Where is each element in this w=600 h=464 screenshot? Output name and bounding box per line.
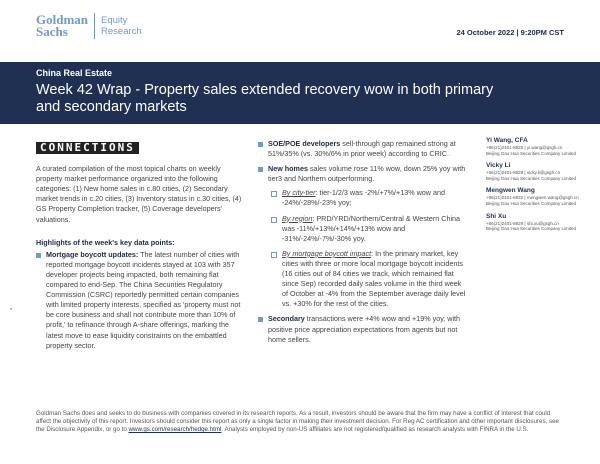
analyst-contact[interactable]: +86(21)2401-8932 | mengwen.wang@gsgh.cn [486, 195, 579, 201]
list-item [258, 139, 468, 159]
sub-key: By city-tier [282, 188, 316, 198]
header [0, 0, 600, 62]
bullet-text: The latest number of cities with reported mortgage boycott incidents stayed at 103 with 357 developer projects being impacted, both remaining flat compared to end-Sep. The China Securities Regulatory Commission (CSRC) reportedly permitted certain companies with limited property interests, specified as 'property must not be core business and shall not contribute more than 10% of profit,' to refinance through A-share offerings, marking the latest move to ease liquidity constraints on the embattled property sector. [46, 249, 241, 350]
disclaimer-text-end: . Analysts employed by non-US affiliates are not registered/qualified as research analysts with FINRA in the U.S. [221, 426, 529, 433]
sub-list [268, 188, 468, 309]
middle-list [258, 139, 468, 345]
left-column [36, 142, 246, 351]
analyst-card [486, 213, 586, 232]
bullet-text: sales volume rose 11% wow, down 25% yoy with tier3 and Northern outperforming. [268, 164, 466, 184]
highlights-title: Highlights of the week's key data points: [36, 237, 175, 247]
analyst-contact[interactable]: +86(21)2401-8929 | shi.xu@gsgh.cn [486, 220, 559, 226]
report-title: Week 42 Wrap - Property sales extended recovery wow in both primary and secondary markets [36, 82, 494, 115]
analyst-card [486, 137, 586, 156]
analyst-firm: Beijing Gao Hua Securities Company Limited [486, 150, 577, 156]
title-banner [0, 62, 600, 124]
bullet-key: Secondary [268, 314, 305, 324]
sub-text: : In the primary market, key cities with three or more local mortgage boycott incidents (16 cities out of 84 cities we track, which remained flat since Sep) recorded daily sales volume in the third week of October at -4% from the September average daily level vs. +30% for the rest of the cities. [282, 248, 466, 309]
analyst-contact[interactable]: +86(21)2401-8925 | yi.wang@gsgh.cn [486, 145, 563, 150]
list-item [258, 164, 468, 309]
logo-divider [94, 13, 95, 39]
list-item [36, 250, 246, 351]
sub-list-item [268, 188, 468, 208]
analyst-name: Yi Wang, CFA [486, 137, 528, 144]
analyst-firm: Beijing Gao Hua Securities Company Limited [486, 175, 577, 181]
bullet-key: SOE/POE developers [268, 139, 341, 148]
sub-key: By region [282, 213, 313, 223]
bullet-text: sell-through gap remained strong at 51%/35% (vs. 30%/6% in prior week) according to CRIC. [268, 139, 456, 159]
analyst-contact[interactable]: +86(21)2401-8928 | vicky.li@gsgh.cn [486, 170, 561, 176]
sub-list-item [268, 249, 468, 310]
analyst-card [486, 162, 586, 181]
sub-key: By mortgage boycott impact [282, 248, 372, 258]
middle-column [258, 137, 468, 350]
analyst-name: Mengwen Wang [486, 187, 535, 195]
analyst-name: Shi Xu [486, 212, 507, 220]
highlights-list [36, 250, 246, 351]
analyst-card [486, 187, 586, 206]
bullet-key: Mortgage boycott updates: [46, 249, 139, 259]
analyst-name: Vicky Li [486, 162, 511, 170]
logo-line2: Sachs [36, 24, 68, 39]
division-line2: Research [101, 26, 142, 37]
intro-paragraph: A curated compilation of the most topical charts on weekly property market performance organized into the following categories: (1) New home sales in c.80 cities, (2) Secondary market trends in c.20 cities, (3) Inventory status in c.30 cities, (4) GS Property Completion tracker, (5) Coverage developers' valuations. [36, 164, 242, 224]
logo-line1: Goldman [36, 12, 89, 27]
division-line1: Equity [101, 15, 128, 26]
sector-label: China Real Estate [36, 68, 113, 78]
disclaimer-text: Goldman Sachs does and seeks to do business with companies covered in its research reports. As a result, investors should be aware that the firm may have a conflict of interest that could affect the objectivity of this report. Investors should consider this report as only a single factor in making their investment decision. For Reg AC certification and other important disclosures, see the Disclosure Appendix, or go to [36, 410, 559, 433]
goldman-sachs-logo [36, 13, 142, 39]
disclosure-link[interactable]: www.gs.com/research/hedge.html [128, 426, 222, 433]
analyst-firm: Beijing Gao Hua Securities Company Limited [486, 226, 577, 232]
list-item [258, 314, 468, 344]
sub-text: : PRD/YRD/Northern/Central & Western China was -11%/+13%/+14%/+13% wow and -31%/-24%/-7%/-30% yoy. [282, 213, 461, 243]
connections-badge: CONNECTIONS [36, 142, 139, 154]
bullet-key: New homes [268, 164, 308, 174]
margin-dot [10, 308, 12, 310]
sub-list-item [268, 214, 468, 244]
bullet-text: transactions were +4% wow and +19% yoy, with positive price appreciation expectations from agents but not home sellers. [268, 314, 461, 344]
analyst-firm: Beijing Gao Hua Securities Company Limited [486, 200, 577, 206]
analyst-column [486, 137, 586, 238]
report-date: 24 October 2022 | 9:20PM CST [456, 28, 564, 37]
disclaimer [36, 410, 566, 434]
sub-text: : tier-1/2/3 was -2%/+7%/+13% wow and -24%/-28%/-23% yoy; [282, 188, 445, 208]
